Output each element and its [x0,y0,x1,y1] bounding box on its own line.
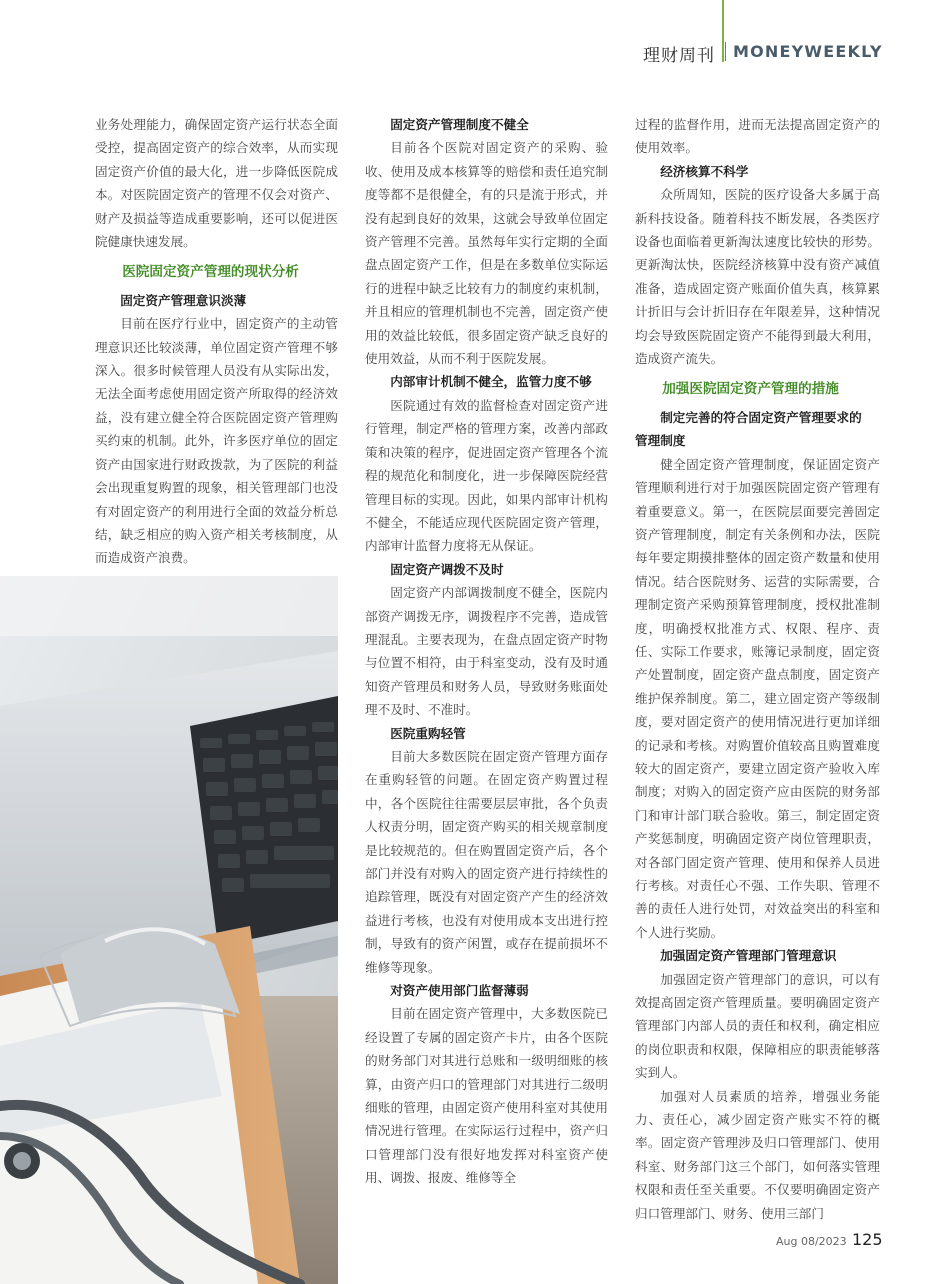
subheading: 固定资产调拨不及时 [390,561,504,577]
subheading: 内部审计机制不健全，监管力度不够 [390,374,592,390]
paragraph: 目前大多数医院在固定资产管理方面存在重购轻管的问题。在固定资产购置过程中，各个医院往往需要层层审批，各个负责人权责分明，固定资产购买的相关规章制度是比较规范的。但在购置固定资产后，各个部门并没有对购入的固定资产进行持续性的追踪管理，既没有对固定资产产生的经济效益进行考核，也没有对使用成本支出进行控制，导致有的资产闲置，或存在提前损坏不维修等现象。 [365,748,608,975]
section-heading: 加强医院固定资产管理的措施 [662,381,839,398]
issue-date: Aug 08/2023 [776,1235,847,1248]
subheading: 固定资产管理制度不健全 [390,117,529,132]
header-accent-line [722,0,724,62]
paragraph: 业务处理能力，确保固定资产运行状态全面受控，提高固定资产的综合效率，从而实现固定资产价值的最大化，进一步降低医院成本。对医院固定资产的管理不仅会对资产、财产及损益等造成重要影响，还可以促进医院健康快速发展。 [95,117,338,250]
paragraph: 医院通过有效的监督检查对固定资产进行管理，制定严格的管理方案，改善内部政策和决策的程序，促进固定资产管理各个流程的规范化和制度化，进一步保障医院经营管理目标的实现。因此，如果内部审计机构不健全，不能适应现代医院固定资产管理，内部审计监督力度将无从保证。 [365,397,608,554]
subheading: 加强固定资产管理部门管理意识 [660,948,837,964]
paragraph: 众所周知，医院的医疗设备大多属于高新科技设备。随着科技不断发展，各类医疗设备也面临着更新淘汰速度比较快的形势。更新淘汰快，医院经济核算中没有资产减值准备，造成固定资产账面价值失真，核算累计折旧与会计折旧存在年限差异，这种情况均会导致医院固定资产不能得到最大利用，造成资产流失。 [635,187,880,367]
subheading: 对资产使用部门监督薄弱 [390,983,529,999]
paragraph: 目前在固定资产管理中，大多数医院已经设置了专属的固定资产卡片，由各个医院的财务部门对其进行总账和一级明细账的核算，由资产归口的管理部门对其进行二级明细账的管理，由固定资产使用科室对其使用情况进行管理。在实际运行过程中，资产归口管理部门没有很好地发挥对科室资产使用、调拨、报废、维修等全 [365,1006,608,1186]
subheading: 固定资产管理意识淡薄 [120,292,247,308]
laptop-stethoscope-photo [0,576,338,1284]
paragraph: 过程的监督作用，进而无法提高固定资产的使用效率。 [635,117,880,156]
page-number: 125 [852,1230,883,1249]
paragraph: 加强固定资产管理部门的意识，可以有效提高固定资产管理质量。要明确固定资产管理部门内部人员的责任和权利，确定相应的岗位职责和权限，保障相应的职责能够落实到人。 [635,971,880,1081]
magazine-title-cn: 理财周刊 [643,46,715,66]
paragraph: 固定资产内部调拨制度不健全，医院内部资产调拨无序，调拨程序不完善，造成管理混乱。主要表现为，在盘点固定资产时物与位置不相符，由于科室变动，没有及时通知资产管理员和财务人员，导致财务账面处理不及时、不准时。 [365,585,608,718]
column-1 [95,113,338,570]
subheading: 制定完善的符合固定资产管理要求的 [660,409,862,425]
paragraph: 加强对人员素质的培养，增强业务能力、责任心，减少固定资产账实不符的概率。固定资产管理涉及归口管理部门、使用科室、财务部门这三个部门，如何落实管理权限和责任至关重要。不仅要明确固定资产归口管理部门、财务、使用三部门 [635,1088,880,1221]
column-2 [365,113,608,1190]
section-heading: 医院固定资产管理的现状分析 [122,264,299,281]
magazine-title-en: MONEYWEEKLY [733,42,883,61]
header-separator [725,42,726,61]
column-3 [635,113,880,1225]
subheading-continued: 管理制度 [635,433,686,449]
subheading: 医院重购轻管 [390,725,466,741]
paragraph: 健全固定资产管理制度，保证固定资产管理顺利进行对于加强医院固定资产管理有着重要意义。第一，在医院层面要完善固定资产管理制度，制定有关条例和办法，医院每年要定期摸排整体的固定资产数量和使用情况。结合医院财务、运营的实际需要，合理制定资产采购预算管理制度，授权批准制度，明确授权批准方式、权限、程序、责任、实际工作要求，账簿记录制度，固定资产处置制度，固定资产盘点制度，固定资产维护保养制度。第二，建立固定资产等级制度，要对固定资产的使用情况进行更加详细的记录和考核。对购置价值较高且购置难度较大的固定资产，要建立固定资产验收入库制度；对购入的固定资产应由医院的财务部门和审计部门联合验收。第三，制定固定资产奖惩制度，明确固定资产岗位管理职责，对各部门固定资产管理、使用和保养人员进行考核。对责任心不强、工作失职、管理不善的责任人进行处罚，对效益突出的科室和个人进行奖励。 [635,456,880,940]
paragraph: 目前各个医院对固定资产的采购、验收、使用及成本核算等的赔偿和责任追究制度等都不是很健全，有的只是流于形式，并没有起到良好的效果，这就会导致单位固定资产管理不完善。虽然每年实行定期的全面盘点固定资产工作，但是在多数单位实际运行的进程中缺乏比较有力的制度约束机制，并且相应的管理机制也不完善，固定资产使用的效益比较低，很多固定资产缺乏良好的使用效益，从而不利于医院发展。 [365,140,608,367]
subheading: 经济核算不科学 [660,163,749,179]
paragraph: 目前在医疗行业中，固定资产的主动管理意识还比较淡薄，单位固定资产管理不够深入。很多时候管理人员没有从实际出发，无法全面考虑使用固定资产所取得的经济效益，没有建立健全符合医院固定资产管理购买约束的机制。此外，许多医疗单位的固定资产由国家进行财政拨款，为了医院的利益会出现重复购置的现象，相关管理部门也没有对固定资产的利用进行全面的效益分析总结，缺乏相应的购入资产相关考核制度，从而造成资产浪费。 [95,316,338,566]
